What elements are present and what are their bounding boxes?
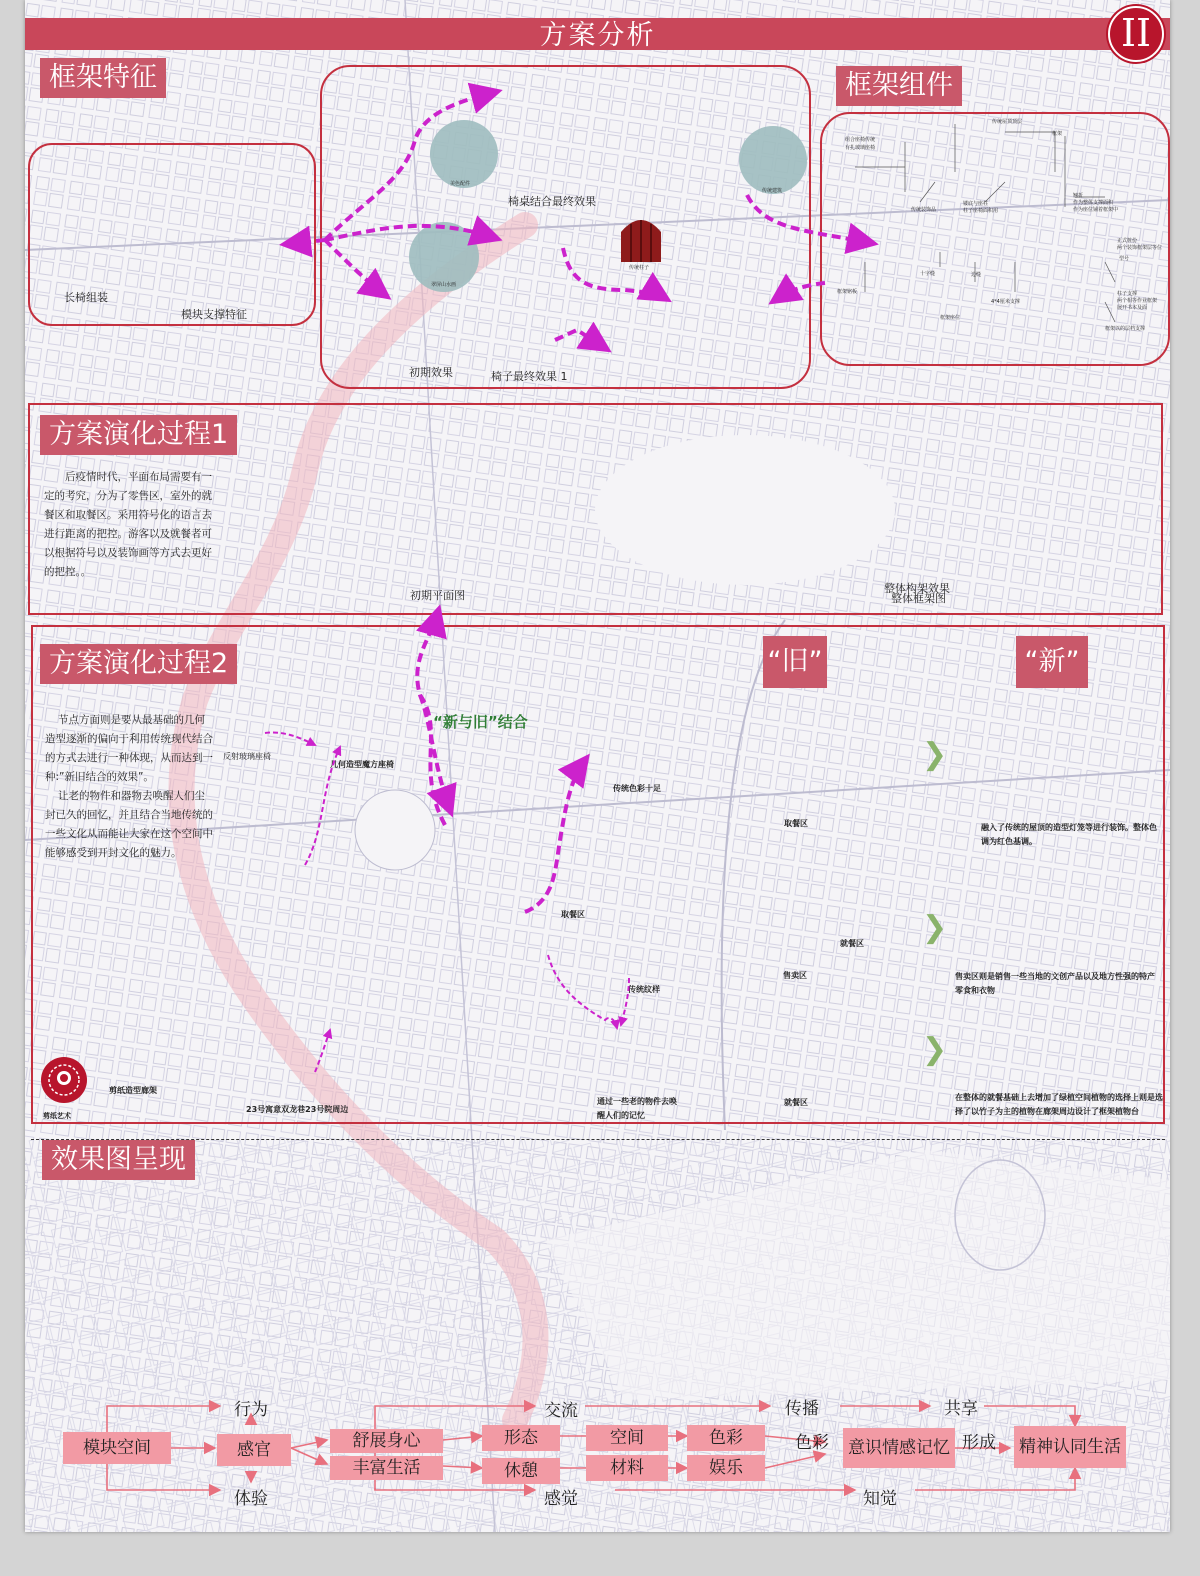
- flow-label-perceive: 感觉: [544, 1489, 578, 1509]
- label-papercut-art: 剪纸艺术: [43, 1112, 71, 1120]
- label-long-bench: 长椅组装: [64, 291, 108, 304]
- comp-label-16: 框架座位: [940, 315, 961, 321]
- comp-label-12: 两个装饰框架层等位: [1117, 245, 1163, 251]
- label-sales-area: 售卖区: [783, 971, 807, 980]
- label-module-support: 模块支撑特征: [181, 308, 247, 321]
- comp-label-8: 翘折: [1073, 193, 1084, 199]
- flow-node-material: 材料: [586, 1455, 668, 1481]
- comp-label-21: 框架以的层档支撑: [1105, 326, 1146, 332]
- note-green-space: 在整体的就餐基础上去增加了绿植空间植物的选择上则是选择了以竹子为主的植物在廊架周边设计了框架植物台: [955, 1093, 1163, 1116]
- label-no23-alley: 23号寓意双龙巷23号院周边: [246, 1105, 349, 1114]
- flow-label-behavior: 行为: [234, 1400, 268, 1420]
- comp-label-7: 柱子座椅面积用: [963, 208, 999, 214]
- flow-node-identity: 精神认同生活: [1014, 1426, 1126, 1468]
- comp-label-5: 传统装饰品: [911, 207, 937, 213]
- flow-node-rest: 休憩: [482, 1458, 560, 1484]
- comp-label-19: 两个相等作业框架: [1117, 298, 1158, 304]
- old-tag: “旧”: [763, 636, 827, 688]
- caption-overall-effect: 整体构架效果: [884, 582, 950, 595]
- label-initial-effect: 初期效果: [409, 366, 453, 379]
- label-dining-area-1: 就餐区: [840, 939, 864, 948]
- evolution-2-paragraph-2: 让老的物件和器物去唤醒人们尘封已久的回忆，并且结合当地传统的一些文化从而能让大家在这个空间中能够感受到开封文化的魅力。: [45, 790, 213, 859]
- label-old-objects: 通过一些老的物件去唤醒人们的记忆: [597, 1097, 677, 1120]
- render-presentation-title: 效果图呈现: [42, 1140, 195, 1180]
- note-lanterns: 融入了传统的屋顶的造型灯笼等进行装饰。整体色调为红色基调。: [981, 823, 1157, 846]
- flow-label-form-into: 形成: [962, 1433, 996, 1453]
- flow-node-module-space: 模块空间: [63, 1432, 171, 1464]
- label-traditional-pattern: 传统纹样: [628, 985, 660, 994]
- comp-label-4: 有扎玻璃座椅: [845, 145, 876, 151]
- evolution-1-title: 方案演化过程1: [40, 415, 237, 455]
- comp-label-20: 展开书本及面: [1117, 305, 1148, 311]
- comp-label-2: 框架: [1052, 131, 1063, 137]
- evolution-1-paragraph: 后疫情时代，平面布局需要有一定的考究，分为了零售区，室外的就餐区和取餐区。采用符号化的语言去进行距离的把控。游客以及就餐者可以根据符号以及装饰画等方式去更好的把控。。: [44, 471, 212, 578]
- circle-label-1: 美色配件: [450, 181, 471, 187]
- label-chair-table-final: 椅桌结合最终效果: [508, 195, 596, 208]
- flow-label-exchange: 交流: [544, 1401, 578, 1421]
- section-separator: [31, 1139, 1165, 1140]
- comp-label-1: 传统屋顶顶层: [992, 119, 1023, 125]
- comp-label-14: 十字缝: [920, 271, 936, 277]
- circle-label-2: 传统建筑: [762, 188, 783, 194]
- comp-label-6: 镂底与座柱: [963, 201, 989, 207]
- flow-label-color: 色彩: [795, 1433, 829, 1453]
- flow-node-color: 色彩: [687, 1425, 765, 1451]
- new-old-combine-label: “新与旧”结合: [433, 713, 528, 731]
- comp-label-11: 正式桩份: [1117, 238, 1138, 244]
- comp-label-17: 4*4厘米支撑: [991, 299, 1020, 305]
- pillar-label: 传统柱子: [629, 265, 650, 271]
- comp-label-18: 柱子支撑: [1117, 291, 1138, 297]
- label-geometric-cube-seat: 几何造型魔方座椅: [330, 760, 394, 769]
- page-title: 方案分析: [539, 20, 656, 51]
- comp-label-9: 作为整体支撑面积: [1073, 200, 1114, 206]
- comp-label-13: 框架铭板: [837, 289, 858, 295]
- flow-node-rich-life: 丰富生活: [330, 1456, 443, 1480]
- chevron-icon-3: ❯: [922, 1032, 948, 1067]
- flow-node-form: 形态: [482, 1425, 560, 1451]
- flow-node-entertain: 娱乐: [687, 1455, 765, 1481]
- frame-features-title: 框架特征: [40, 58, 166, 98]
- label-traditional-color: 传统色彩十足: [613, 784, 661, 793]
- comp-label-22: 型号: [1119, 256, 1130, 262]
- chevron-icon-2: ❯: [922, 910, 948, 945]
- comp-label-3: 组合座椅传统: [845, 137, 876, 143]
- circle-label-3: 翠屏山水画: [431, 282, 457, 288]
- evolution-2-paragraph-1: 节点方面则是要从最基础的几何造型逐渐的偏向于利用传统现代结合的方式去进行一种体现，从而达到一种:”新旧结合的效果”。: [45, 714, 213, 783]
- chevron-icon-1: ❯: [922, 737, 948, 772]
- flow-node-relax: 舒展身心: [330, 1429, 443, 1453]
- comp-label-15: 边缝: [971, 272, 982, 278]
- flow-node-senses: 感官: [217, 1434, 291, 1466]
- flow-label-aware: 知觉: [863, 1489, 897, 1509]
- note-sales-area: 售卖区则是销售一些当地的文创产品以及地方性强的特产零食和衣物: [955, 972, 1155, 995]
- caption-initial-plan: 初期平面图: [410, 589, 465, 602]
- label-dining-area-2: 就餐区: [784, 1098, 808, 1107]
- label-chair-final-1: 椅子最终效果 1: [491, 370, 568, 383]
- label-pickup-area-2: 取餐区: [561, 910, 585, 919]
- evolution-2-title: 方案演化过程2: [40, 644, 237, 684]
- caption-overall-frame: 整体框架图: [891, 592, 946, 605]
- poster: [25, 0, 1170, 1532]
- section1-arrows: [25, 0, 1170, 400]
- flow-label-share: 共享: [944, 1399, 978, 1419]
- section-badge: II: [1108, 6, 1164, 62]
- comp-label-10: 作为座位铺着框架中: [1073, 207, 1119, 213]
- flow-node-memory: 意识情感记忆: [843, 1428, 955, 1468]
- section3-arrows: [25, 600, 1170, 1120]
- flow-label-experience: 体验: [234, 1489, 268, 1509]
- label-papercut-gallery: 剪纸造型廊架: [109, 1086, 157, 1095]
- flow-label-spread: 传播: [785, 1399, 819, 1419]
- label-reflective-seat: 反射玻璃座椅: [223, 752, 271, 761]
- frame-components-title: 框架组件: [836, 66, 962, 106]
- new-tag: “新”: [1016, 636, 1088, 688]
- flow-node-space: 空间: [586, 1425, 668, 1451]
- label-pickup-area-1: 取餐区: [784, 819, 808, 828]
